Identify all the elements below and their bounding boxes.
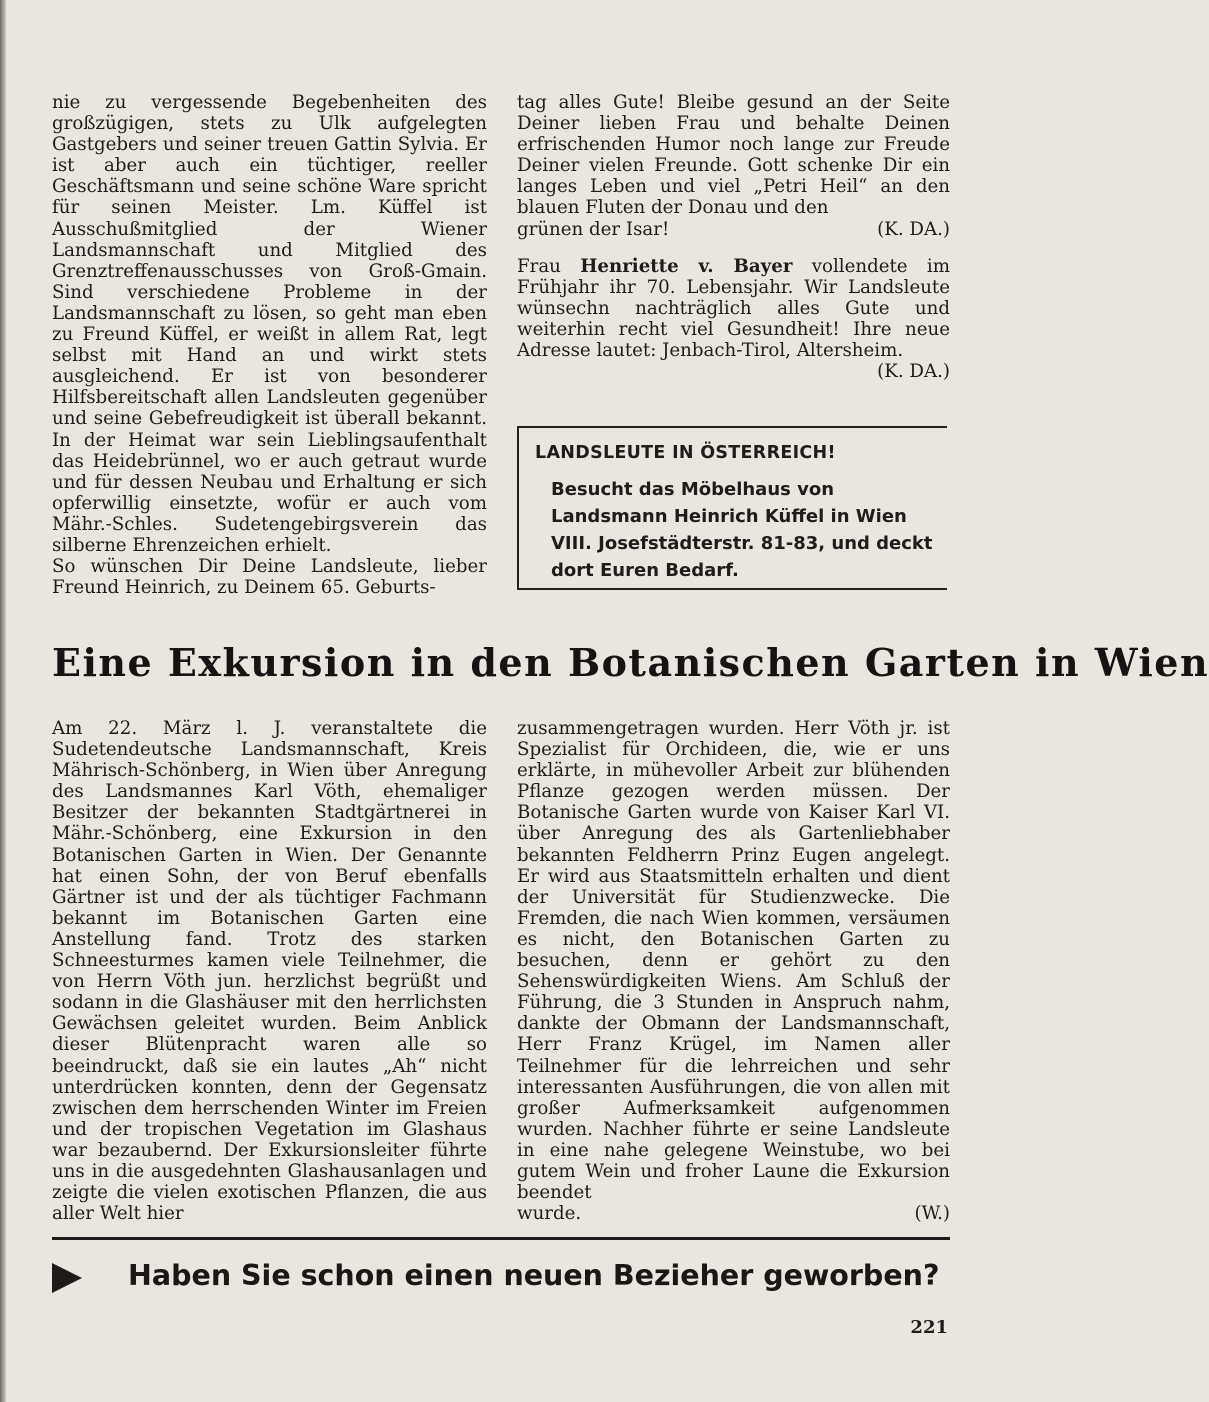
triangle-bullet-icon <box>52 1263 82 1293</box>
divider-rule <box>52 1237 950 1240</box>
article-paragraph: So wünschen Dir Deine Landsleute, lieber Freund Heinrich, zu Deinem 65. Geburts- <box>52 556 487 599</box>
article-last-line: grünen der Isar! <box>517 218 670 240</box>
signature-line <box>517 219 950 240</box>
article-paragraph: tag alles Gute! Bleibe gesund an der Seite Deiner lieben Frau und behalte Deinen erfrischenden Humor noch lange zur Freude Deiner vielen Freunde. Gott schenke Dir ein langes Leben und viel „Petri Heil“ an den blauen Fluten der Donau und den <box>517 92 950 219</box>
advertisement-headline: LANDSLEUTE IN ÖSTERREICH! <box>535 443 836 463</box>
author-signature: (K. DA.) <box>877 218 950 240</box>
signature-line <box>517 1203 950 1224</box>
author-signature: (W.) <box>914 1203 950 1225</box>
article-headline: Eine Exkursion in den Botanischen Garten in Wien <box>52 640 1209 685</box>
article-last-line: wurde. <box>517 1203 582 1225</box>
page-number: 221 <box>910 1317 948 1338</box>
subscriber-promo: Haben Sie schon einen neuen Bezieher geworben? <box>128 1259 940 1292</box>
notice-name: Henriette v. Bayer <box>580 255 793 277</box>
advertisement-box <box>517 426 947 590</box>
birthday-notice: Frau Henriette v. Bayer vollendete im Frühjahr ihr 70. Lebensjahr. Wir Landsleute wünsechn nachträglich alles Gute und weiterhin recht viel Gesundheit! Ihre neue Adresse lautet: Jenbach-Tirol, Altersheim. <box>517 255 950 362</box>
article-paragraph: Am 22. März l. J. veranstaltete die Sudetendeutsche Landsmannschaft, Kreis Mährisch-Schönberg, in Wien über Anregung des Landsmannes Karl Vöth, ehemaliger Besitzer der bekannten Stadtgärtnerei in Mähr.-Schönberg, eine Exkursion in den Botanischen Garten in Wien. Der Genannte hat einen Sohn, der von Beruf ebenfalls Gärtner ist und der als tüchtiger Fachmann bekannt im Botanischen Garten eine Anstellung fand. Trotz des starken Schneesturmes kamen viele Teilnehmer, die von Herrn Vöth jun. herzlichst begrüßt und sodann in die Glashäuser mit den herrlichsten Gewächsen geleitet wurden. Beim Anblick dieser Blütenpracht waren alle so beeindruckt, daß sie ein lautes „Ah“ nicht unterdrücken konnten, denn der Gegensatz zwischen dem herrschenden Winter im Freien und der tropischen Vegetation im Glashaus war bezaubernd. Der Exkursionsleiter führte uns in die ausgedehnten Glashausanlagen und zeigte die vielen exotischen Pflanzen, die aus aller Welt hier <box>52 718 487 1225</box>
article-column-3 <box>52 718 487 1224</box>
article-column-4 <box>517 718 950 1224</box>
advertisement-text: Besucht das Möbelhaus von Landsmann Heinrich Küffel in Wien VIII. Josefstädterstr. 81-83, und deckt dort Euren Bedarf. <box>551 479 933 581</box>
article-paragraph: zusammengetragen wurden. Herr Vöth jr. ist Spezialist für Orchideen, die, wie er uns erklärte, in mühevoller Arbeit zur blühenden Pflanze gezogen werden müssen. Der Botanische Garten wurde von Kaiser Karl VI. über Anregung des als Gartenliebhaber bekannten Feldherrn Prinz Eugen angelegt. Er wird aus Staatsmitteln erhalten und dient der Universität für Studienzwecke. Die Fremden, die nach Wien kommen, versäumen es nicht, den Botanischen Garten zu besuchen, denn er gehört zu den Sehenswürdigkeiten Wiens. Am Schluß der Führung, die 3 Stunden in Anspruch nahm, dankte der Obmann der Landsmannschaft, Herr Franz Krügel, im Namen aller Teilnehmer für die lehrreichen und sehr interessanten Ausführungen, die von allen mit großer Aufmerksamkeit aufgenommen wurden. Nachher führte er seine Landsleute in eine nahe gelegene Weinstube, wo bei gutem Wein und froher Laune die Exkursion beendet <box>517 718 950 1204</box>
article-paragraph: nie zu vergessende Begebenheiten des großzügigen, stets zu Ulk aufgelegten Gastgebers und seiner treuen Gattin Sylvia. Er ist aber auch ein tüchtiger, reeller Geschäftsmann und seine schöne Ware spricht für seinen Meister. Lm. Küffel ist Ausschußmitglied der Wiener Landsmannschaft und Mitglied des Grenztreffenausschusses von Groß-Gmain. Sind verschiedene Probleme in der Landsmannschaft zu lösen, so geht man eben zu Freund Küffel, er weißt in allem Rat, legt selbst mit Hand an und wirkt stets ausgleichend. Er ist von besonderer Hilfsbereitschaft allen Landsleuten gegenüber und seine Gebefreudigkeit ist überall bekannt. In der Heimat war sein Lieblingsaufenthalt das Heidebrünnel, wo er auch getraut wurde und für dessen Neubau und Erhaltung er sich opferwillig einsetzte, wofür er auch vom Mähr.-Schles. Sudetengebirgsverein das silberne Ehrenzeichen erhielt. <box>52 92 487 556</box>
article-column-2 <box>517 92 950 382</box>
author-signature: (K. DA.) <box>877 361 950 383</box>
page-edge <box>0 0 6 1402</box>
article-column-1 <box>52 92 487 598</box>
